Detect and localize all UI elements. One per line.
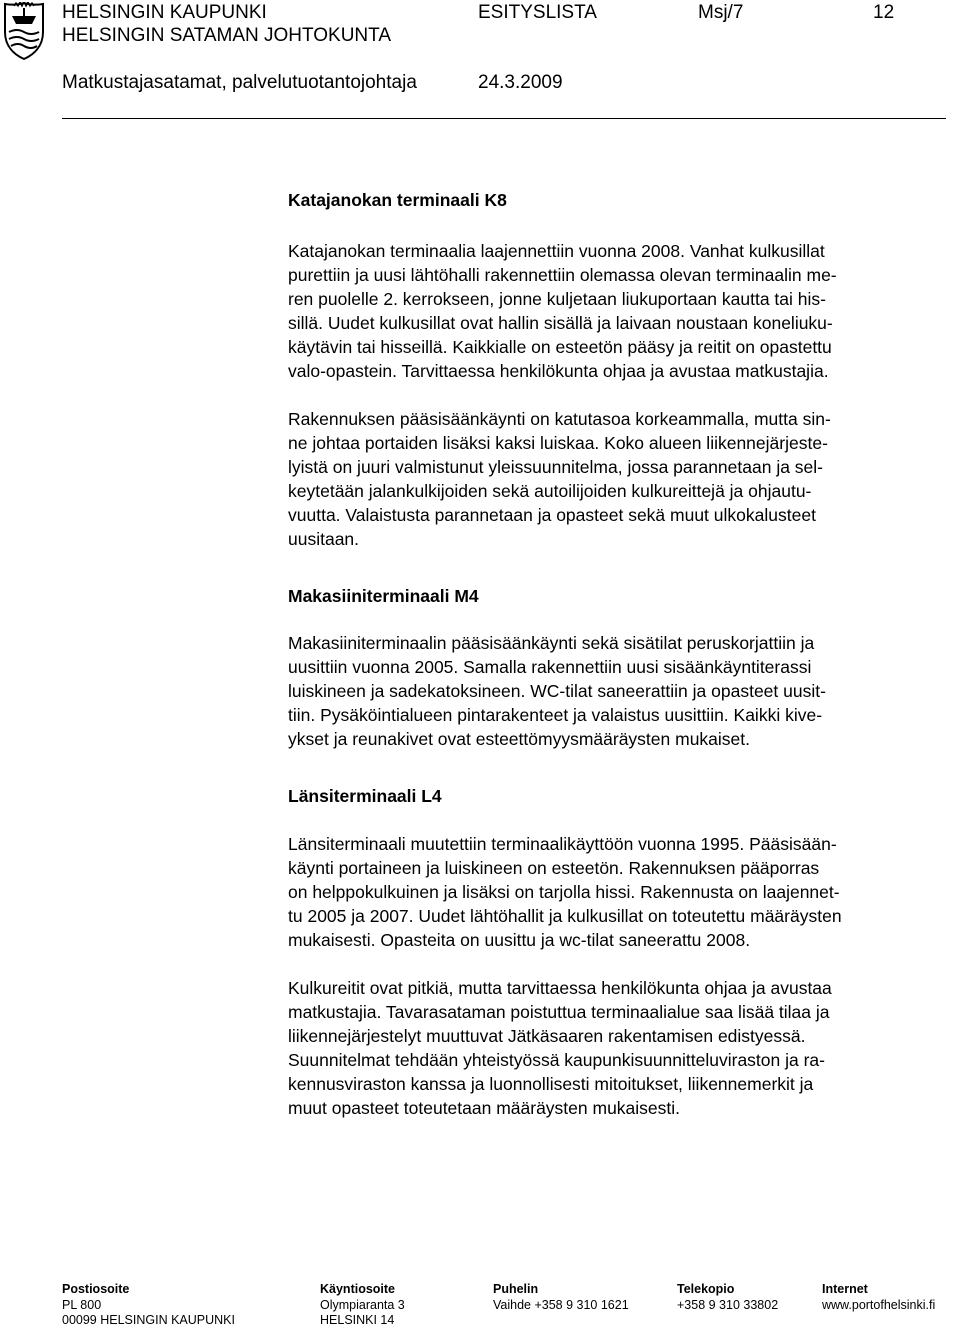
organization-name: HELSINGIN KAUPUNKI bbox=[62, 2, 267, 23]
footer-postal-address-line: 00099 HELSINGIN KAUPUNKI bbox=[62, 1313, 235, 1327]
page-number: 12 bbox=[873, 2, 895, 23]
text-line: luiskineen ja sadekatoksineen. WC-tilat saneerattiin ja opasteet uusit- bbox=[288, 681, 826, 701]
footer-phone-number: Vaihde +358 9 310 1621 bbox=[493, 1298, 629, 1312]
text-line: käytävin tai hisseillä. Kaikkialle on esteetön pääsy ja reitit on opastettu bbox=[288, 337, 832, 357]
text-line: mukaisesti. Opasteita on uusittu ja wc-tilat saneerattu 2008. bbox=[288, 930, 751, 950]
document-type: ESITYSLISTA bbox=[478, 2, 597, 23]
document-body bbox=[288, 188, 948, 1120]
footer-website-link[interactable]: www.portofhelsinki.fi bbox=[822, 1298, 936, 1312]
document-reference: Msj/7 bbox=[698, 2, 744, 23]
text-line: keytetään jalankulkijoiden sekä autoilijoiden kulkureittejä ja ohjautu- bbox=[288, 481, 812, 501]
board-name: HELSINGIN SATAMAN JOHTOKUNTA bbox=[62, 25, 392, 46]
footer-postal-address-line: PL 800 bbox=[62, 1298, 102, 1312]
paragraph bbox=[288, 631, 948, 751]
text-line: Länsiterminaali muutettiin terminaalikäyttöön vuonna 1995. Pääsisään- bbox=[288, 834, 837, 854]
text-line: Suunnitelmat tehdään yhteistyössä kaupunkisuunnitteluviraston ja ra- bbox=[288, 1050, 825, 1070]
section-heading: Länsiterminaali L4 bbox=[288, 786, 442, 806]
text-line: tu 2005 ja 2007. Uudet lähtöhallit ja kulkusillat on toteutettu määräysten bbox=[288, 906, 842, 926]
text-line: valo-opastein. Tarvittaessa henkilökunta ohjaa ja avustaa matkustajia. bbox=[288, 361, 829, 381]
text-line: uusittiin vuonna 2005. Samalla rakennettiin uusi sisäänkäyntiterassi bbox=[288, 657, 812, 677]
footer-visiting-address-line: HELSINKI 14 bbox=[320, 1313, 395, 1327]
document-date: 24.3.2009 bbox=[478, 72, 563, 93]
header-divider bbox=[62, 118, 946, 119]
text-line: vuutta. Valaistusta parannetaan ja opasteet sekä muut ulkokalusteet bbox=[288, 505, 816, 525]
text-line: purettiin ja uusi lähtöhalli rakennettiin olemassa olevan terminaalin me- bbox=[288, 265, 837, 285]
text-line: Makasiiniterminaalin pääsisäänkäynti sekä sisätilat peruskorjattiin ja bbox=[288, 633, 815, 653]
paragraph bbox=[288, 239, 948, 383]
text-line: uusitaan. bbox=[288, 529, 360, 549]
helsinki-crest-logo bbox=[2, 2, 46, 60]
text-line: ne johtaa portaiden lisäksi kaksi luiskaa. Koko alueen liikennejärjeste- bbox=[288, 433, 828, 453]
footer-phone-label: Puhelin bbox=[493, 1282, 539, 1296]
section-heading: Makasiiniterminaali M4 bbox=[288, 586, 479, 606]
footer-fax-number: +358 9 310 33802 bbox=[677, 1298, 779, 1312]
footer-fax-label: Telekopio bbox=[677, 1282, 735, 1296]
text-line: muut opasteet toteutetaan määräysten mukaisesti. bbox=[288, 1098, 681, 1118]
footer-visiting-address-line: Olympiaranta 3 bbox=[320, 1298, 405, 1312]
text-line: ykset ja reunakivet ovat esteettömyysmääräysten mukaiset. bbox=[288, 729, 751, 749]
text-line: on helppokulkuinen ja lisäksi on tarjolla hissi. Rakennusta on laajennet- bbox=[288, 882, 840, 902]
text-line: lyistä on juuri valmistunut yleissuunnitelma, jossa parannetaan ja sel- bbox=[288, 457, 823, 477]
document-subject: Matkustajasatamat, palvelutuotantojohtaja bbox=[62, 72, 417, 93]
text-line: Kulkureitit ovat pitkiä, mutta tarvittaessa henkilökunta ohjaa ja avustaa bbox=[288, 978, 832, 998]
text-line: matkustajia. Tavarasataman poistuttua terminaalialue saa lisää tilaa ja bbox=[288, 1002, 830, 1022]
text-line: tiin. Pysäköintialueen pintarakenteet ja valaistus uusittiin. Kaikki kive- bbox=[288, 705, 823, 725]
text-line: käynti portaineen ja luiskineen on esteetön. Rakennuksen pääporras bbox=[288, 858, 820, 878]
section-heading: Katajanokan terminaali K8 bbox=[288, 190, 507, 210]
paragraph bbox=[288, 832, 948, 952]
footer-internet-label: Internet bbox=[822, 1282, 868, 1296]
text-line: kennusviraston kanssa ja luonnollisesti mitoitukset, liikennemerkit ja bbox=[288, 1074, 814, 1094]
footer-postal-address-label: Postiosoite bbox=[62, 1282, 130, 1296]
text-line: Katajanokan terminaalia laajennettiin vuonna 2008. Vanhat kulkusillat bbox=[288, 241, 825, 261]
paragraph bbox=[288, 407, 948, 551]
text-line: liikennejärjestelyt muuttuvat Jätkäsaaren rakentamisen edistyessä. bbox=[288, 1026, 806, 1046]
text-line: Rakennuksen pääsisäänkäynti on katutasoa korkeammalla, mutta sin- bbox=[288, 409, 831, 429]
paragraph bbox=[288, 976, 948, 1120]
text-line: sillä. Uudet kulkusillat ovat hallin sisällä ja laivaan noustaan koneliuku- bbox=[288, 313, 833, 333]
footer-visiting-address-label: Käyntiosoite bbox=[320, 1282, 396, 1296]
text-line: ren puolelle 2. kerrokseen, jonne kuljetaan liukuportaan kautta tai his- bbox=[288, 289, 826, 309]
